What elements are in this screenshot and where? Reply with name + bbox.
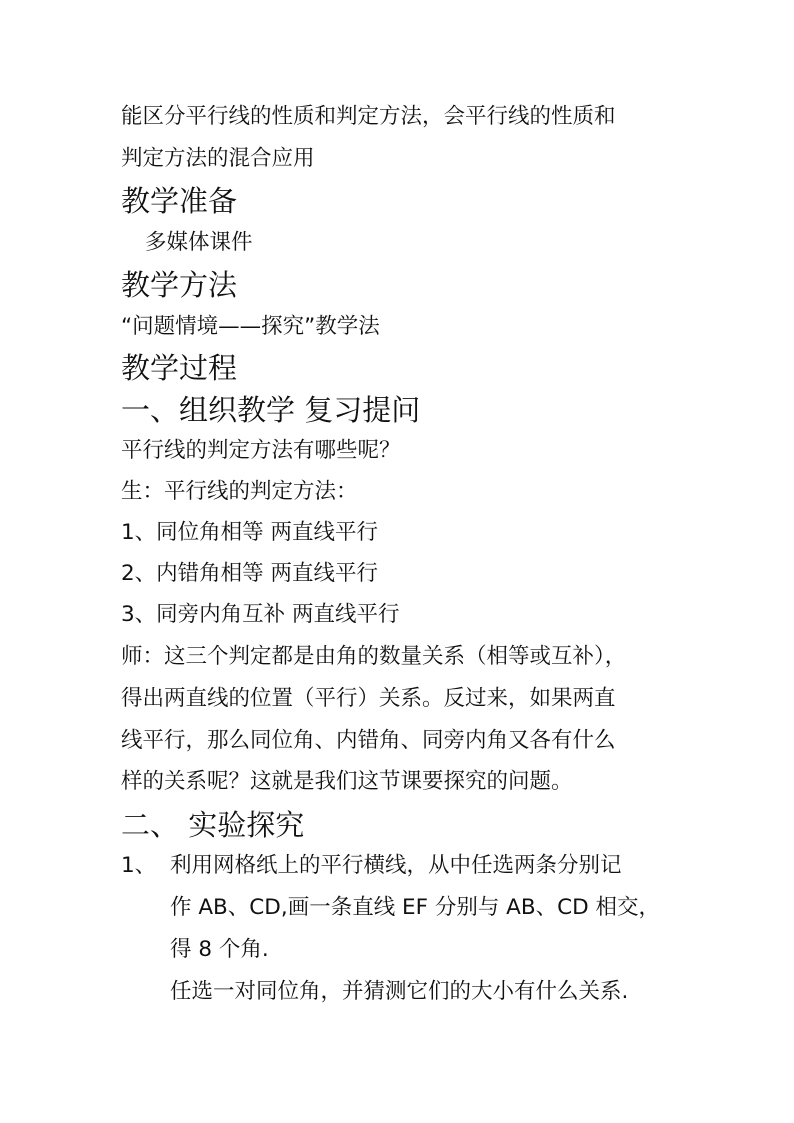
heading-method: 教学方法 [121, 268, 238, 302]
step-line: 作 AB、CD,画一条直线 EF 分别与 AB、CD 相交， [170, 895, 661, 920]
intro-line-1: 能区分平行线的性质和判定方法，会平行线的性质和 [121, 104, 616, 129]
heading-preparation: 教学准备 [121, 184, 238, 218]
section1-student: 生：平行线的判定方法： [121, 479, 358, 504]
list-item: 2、内错角相等 两直线平行 [121, 561, 379, 586]
step-line: 任选一对同位角，并猜测它们的大小有什么关系. [170, 979, 629, 1004]
intro-line-2: 判定方法的混合应用 [121, 146, 315, 171]
teacher-line: 线平行，那么同位角、内错角、同旁内角又各有什么 [121, 728, 616, 753]
section1-heading: 一、组织教学 复习提问 [121, 393, 421, 427]
section2-heading: 二、 实验探究 [121, 808, 305, 842]
heading-process: 教学过程 [121, 351, 238, 385]
method-text: “问题情境——探究”教学法 [121, 314, 380, 339]
list-item: 3、同旁内角互补 两直线平行 [121, 602, 400, 627]
step-line: 利用网格纸上的平行横线，从中任选两条分别记 [170, 853, 622, 878]
teacher-line: 师：这三个判定都是由角的数量关系（相等或互补）， [121, 644, 627, 669]
teacher-line: 样的关系呢？这就是我们这节课要探究的问题。 [121, 769, 573, 794]
preparation-text: 多媒体课件 [145, 230, 253, 255]
step-number: 1、 [121, 853, 157, 878]
list-item: 1、同位角相等 两直线平行 [121, 520, 379, 545]
step-line: 得 8 个角. [170, 937, 269, 962]
section1-question: 平行线的判定方法有哪些呢？ [121, 438, 401, 463]
teacher-line: 得出两直线的位置（平行）关系。反过来，如果两直 [121, 686, 616, 711]
